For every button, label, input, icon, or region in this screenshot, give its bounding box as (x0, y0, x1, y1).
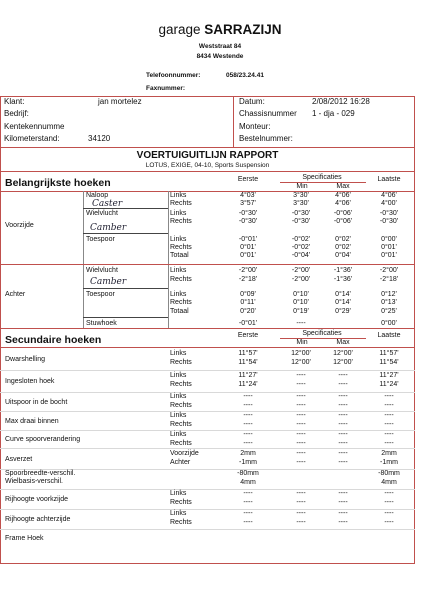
monteur-label: Monteur: (239, 122, 271, 131)
value-laatste: 0°25' (381, 308, 397, 315)
row-side-label: Totaal (170, 252, 189, 259)
row-side-label: Links (170, 210, 187, 217)
value-max: ---- (338, 431, 348, 438)
value-eerste: ---- (243, 519, 253, 526)
value-eerste: 0°09' (240, 291, 256, 298)
value-laatste: ---- (384, 440, 394, 447)
value-laatste: 11°54' (379, 359, 399, 366)
value-eerste: 11°27' (238, 372, 258, 379)
row-side-label: Links (170, 412, 187, 419)
value-max: 0°04' (335, 252, 351, 259)
secondary-angle-label: Asverzet (5, 456, 33, 463)
row-side-label: Links (170, 372, 187, 379)
value-eerste: 0°20' (240, 308, 256, 315)
col-max-2: Max (336, 339, 350, 346)
divider (0, 147, 415, 148)
value-max: 0°14' (335, 299, 351, 306)
divider (0, 529, 415, 530)
value-max: 0°14' (335, 291, 351, 298)
value-max: ---- (338, 490, 348, 497)
row-side-label: Rechts (170, 244, 192, 251)
value-max: 0°02' (335, 236, 351, 243)
col-laatste-2: Laatste (377, 332, 401, 339)
row-side-label: Links (170, 431, 187, 438)
secondary-angle-label: Curve spoorverandering (5, 436, 81, 443)
value-eerste: 4mm (240, 479, 256, 486)
value-laatste: -0°30' (379, 210, 399, 217)
bedrijf-label: Bedrijf: (4, 109, 29, 118)
col-min: Min (296, 183, 308, 190)
value-eerste: ---- (243, 431, 253, 438)
value-min: -2°00' (291, 267, 311, 274)
value-eerste: -0°30' (238, 218, 258, 225)
secondary-angle-label: Max draai binnen (5, 418, 59, 425)
value-eerste: ---- (243, 510, 253, 517)
secondary-angle-label: Rijhoogte achterzijde (5, 516, 71, 523)
value-min: ---- (296, 510, 306, 517)
value-max: -1°36' (333, 276, 353, 283)
divider (83, 208, 168, 209)
row-side-label: Rechts (170, 440, 192, 447)
row-side-label: Totaal (170, 308, 189, 315)
divider (0, 328, 415, 329)
section2-title: Secundaire hoeken (5, 334, 102, 346)
value-laatste: ---- (384, 519, 394, 526)
row-side-label: Links (170, 393, 187, 400)
value-min: ---- (296, 393, 306, 400)
row-side-label: Rechts (170, 200, 192, 207)
value-min: ---- (296, 431, 306, 438)
row-side-label: Rechts (170, 299, 192, 306)
value-eerste: -1mm (239, 459, 257, 466)
value-eerste: ---- (243, 440, 253, 447)
divider (168, 191, 169, 329)
row-side-label: Links (170, 510, 187, 517)
value-laatste: 0°13' (381, 299, 397, 306)
secondary-angle-label: Ingesloten hoek (5, 378, 55, 385)
value-laatste: ---- (384, 421, 394, 428)
klant-value: jan mortelez (98, 97, 142, 106)
row-side-label: Links (170, 192, 187, 199)
value-laatste: 4°06' (381, 192, 397, 199)
value-laatste: -1mm (380, 459, 398, 466)
secondary-angle-label: Frame Hoek (5, 535, 44, 542)
value-min: ---- (296, 450, 306, 457)
value-laatste: -2°00' (379, 267, 399, 274)
value-eerste: ---- (243, 402, 253, 409)
value-max: ---- (338, 459, 348, 466)
chassis-value: 1 - dja - 029 (312, 109, 355, 118)
value-laatste: ---- (384, 490, 394, 497)
value-eerste: -0°30' (238, 210, 258, 217)
value-max: ---- (338, 499, 348, 506)
value-max: ---- (338, 510, 348, 517)
section1-title: Belangrijkste hoeken (5, 177, 111, 189)
value-min: 12°00' (291, 359, 311, 366)
value-max: ---- (338, 421, 348, 428)
value-laatste: 11°57' (379, 350, 399, 357)
value-min: ---- (296, 490, 306, 497)
value-laatste: 0°01' (381, 252, 397, 259)
divider (83, 191, 84, 329)
value-eerste: 4°03' (240, 192, 256, 199)
label-wielvlucht-achter: Wielvlucht (86, 267, 118, 274)
garage-title: SARRAZIJN (204, 22, 282, 37)
value-laatste: ---- (384, 402, 394, 409)
value-eerste: 0°01' (240, 252, 256, 259)
value-min: 12°00' (291, 350, 311, 357)
value-max: -0°06' (333, 218, 353, 225)
value-max: ---- (338, 519, 348, 526)
value-max: ---- (338, 402, 348, 409)
col-specificaties-2: Specificaties (302, 330, 342, 337)
handwritten-camber: Camber (90, 277, 127, 287)
value-eerste: ---- (243, 393, 253, 400)
value-min: -0°02' (291, 244, 311, 251)
col-max: Max (336, 183, 350, 190)
value-eerste: 11°57' (238, 350, 258, 357)
row-side-label: Rechts (170, 381, 192, 388)
col-specificaties: Specificaties (302, 174, 342, 181)
value-eerste: -80mm (237, 470, 259, 477)
value-max: ---- (338, 393, 348, 400)
divider (0, 171, 415, 172)
value-max: 0°29' (335, 308, 351, 315)
value-eerste: ---- (243, 412, 253, 419)
report-title: VOERTUIGUITLIJN RAPPORT (136, 150, 279, 161)
handwritten-caster: Caster (92, 199, 123, 209)
col-eerste-2: Eerste (237, 332, 259, 339)
label-toespoor: Toespoor (86, 236, 115, 243)
phone-row (146, 72, 264, 79)
value-min: 3°30' (293, 200, 309, 207)
value-max: -1°36' (333, 267, 353, 274)
divider (233, 96, 234, 147)
row-side-label: Rechts (170, 276, 192, 283)
datum-value: 2/08/2012 16:28 (312, 97, 370, 106)
km-label: Kilometerstand: (4, 134, 60, 143)
secondary-angle-label: Wielbasis-verschil. (5, 478, 63, 485)
row-side-label: Links (170, 490, 187, 497)
row-side-label: Links (170, 291, 187, 298)
value-max: -0°06' (333, 210, 353, 217)
garage-prefix: garage (158, 22, 201, 37)
fax-label: Faxnummer: (146, 85, 186, 92)
value-eerste: ---- (243, 490, 253, 497)
value-eerste: -0°01' (238, 320, 258, 327)
value-min: 0°10' (293, 291, 309, 298)
value-laatste: 4mm (381, 479, 397, 486)
value-laatste: ---- (384, 510, 394, 517)
label-toespoor-achter: Toespoor (86, 291, 115, 298)
garage-name (0, 22, 440, 37)
value-min: ---- (296, 499, 306, 506)
value-min: -0°30' (291, 218, 311, 225)
value-laatste: 11°27' (379, 372, 399, 379)
street: Weststraat 84 (198, 43, 242, 50)
value-max: ---- (338, 450, 348, 457)
bestel-label: Bestelnummer: (239, 134, 293, 143)
kenteken-label: Kentekennumme (4, 122, 65, 131)
value-laatste: 0°01' (381, 244, 397, 251)
row-side-label: Rechts (170, 402, 192, 409)
value-max: ---- (338, 381, 348, 388)
label-stuwhoek: Stuwhoek (86, 320, 117, 327)
divider (0, 370, 415, 371)
value-min: ---- (296, 412, 306, 419)
phone-value: 058/23.24.41 (226, 72, 264, 79)
vehicle-description: LOTUS, EXIGE, 04-10, Sports Suspension (145, 162, 270, 169)
value-min: ---- (296, 440, 306, 447)
divider (0, 347, 415, 348)
row-side-label: Rechts (170, 359, 192, 366)
phone-label: Telefoonnummer: (146, 72, 201, 79)
divider (83, 317, 168, 318)
value-max: 0°02' (335, 244, 351, 251)
label-wielvlucht: Wielvlucht (86, 210, 118, 217)
secondary-angle-label: Spoorbreedte-verschil. (5, 470, 76, 477)
divider (83, 288, 168, 289)
col-laatste: Laatste (377, 176, 401, 183)
value-eerste: 3°57' (240, 200, 256, 207)
divider (83, 233, 168, 234)
row-side-label: Links (170, 267, 187, 274)
value-max: 12°00' (333, 359, 353, 366)
row-side-label: Rechts (170, 519, 192, 526)
row-side-label: Rechts (170, 218, 192, 225)
value-eerste: 11°24' (238, 381, 258, 388)
value-min: ---- (296, 320, 306, 327)
value-eerste: -0°01' (238, 236, 258, 243)
divider (0, 448, 415, 449)
value-laatste: 0°00' (381, 236, 397, 243)
value-min: ---- (296, 372, 306, 379)
value-max: 12°00' (333, 350, 353, 357)
row-side-label: Rechts (170, 499, 192, 506)
row-side-label: Rechts (170, 421, 192, 428)
value-laatste: 0°00' (381, 320, 397, 327)
handwritten-camber: Camber (90, 223, 127, 233)
value-laatste: 0°12' (381, 291, 397, 298)
value-laatste: ---- (384, 431, 394, 438)
divider (280, 182, 366, 183)
value-eerste: 11°54' (238, 359, 258, 366)
value-laatste: 2mm (381, 450, 397, 457)
row-side-label: Achter (170, 459, 191, 466)
label-naloop: Naloop (86, 192, 109, 199)
divider (0, 264, 415, 265)
value-eerste: 0°01' (240, 244, 256, 251)
group-achter: Achter (5, 291, 26, 298)
value-min: -0°04' (291, 252, 311, 259)
value-laatste: 4°00' (381, 200, 397, 207)
value-max: 4°06' (335, 192, 351, 199)
value-min: -0°30' (291, 210, 311, 217)
secondary-angle-label: Dwarshelling (5, 356, 46, 363)
value-min: 3°30' (293, 192, 309, 199)
row-side-label: Voorzijde (170, 450, 199, 457)
value-laatste: 11°24' (379, 381, 399, 388)
value-min: -0°02' (291, 236, 311, 243)
value-max: ---- (338, 440, 348, 447)
value-min: 0°10' (293, 299, 309, 306)
col-min-2: Min (296, 339, 308, 346)
value-min: ---- (296, 421, 306, 428)
km-value: 34120 (88, 134, 111, 143)
row-side-label: Links (170, 350, 187, 357)
value-laatste: ---- (384, 393, 394, 400)
value-min: ---- (296, 402, 306, 409)
value-laatste: -80mm (378, 470, 400, 477)
datum-label: Datum: (239, 97, 265, 106)
value-min: -2°00' (291, 276, 311, 283)
value-laatste: ---- (384, 499, 394, 506)
value-laatste: ---- (384, 412, 394, 419)
col-eerste: Eerste (237, 176, 259, 183)
value-laatste: -0°30' (379, 218, 399, 225)
value-eerste: -2°00' (238, 267, 258, 274)
value-min: ---- (296, 381, 306, 388)
value-max: ---- (338, 372, 348, 379)
value-min: ---- (296, 519, 306, 526)
secondary-angle-label: Uitspoor in de bocht (5, 399, 68, 406)
value-eerste: -2°18' (238, 276, 258, 283)
value-min: 0°19' (293, 308, 309, 315)
klant-label: Klant: (4, 97, 25, 106)
value-max: ---- (338, 412, 348, 419)
value-max: 4°06' (335, 200, 351, 207)
value-eerste: 0°11' (240, 299, 256, 306)
secondary-angle-label: Rijhoogte voorkzijde (5, 496, 69, 503)
value-eerste: ---- (243, 499, 253, 506)
value-laatste: -2°18' (379, 276, 399, 283)
city: 8434 Westende (196, 53, 244, 60)
value-min: ---- (296, 459, 306, 466)
group-voorzijde: Voorzijde (5, 222, 34, 229)
row-side-label: Links (170, 236, 187, 243)
value-eerste: 2mm (240, 450, 256, 457)
value-eerste: ---- (243, 421, 253, 428)
chassis-label: Chassisnummer (239, 109, 297, 118)
divider (280, 338, 366, 339)
